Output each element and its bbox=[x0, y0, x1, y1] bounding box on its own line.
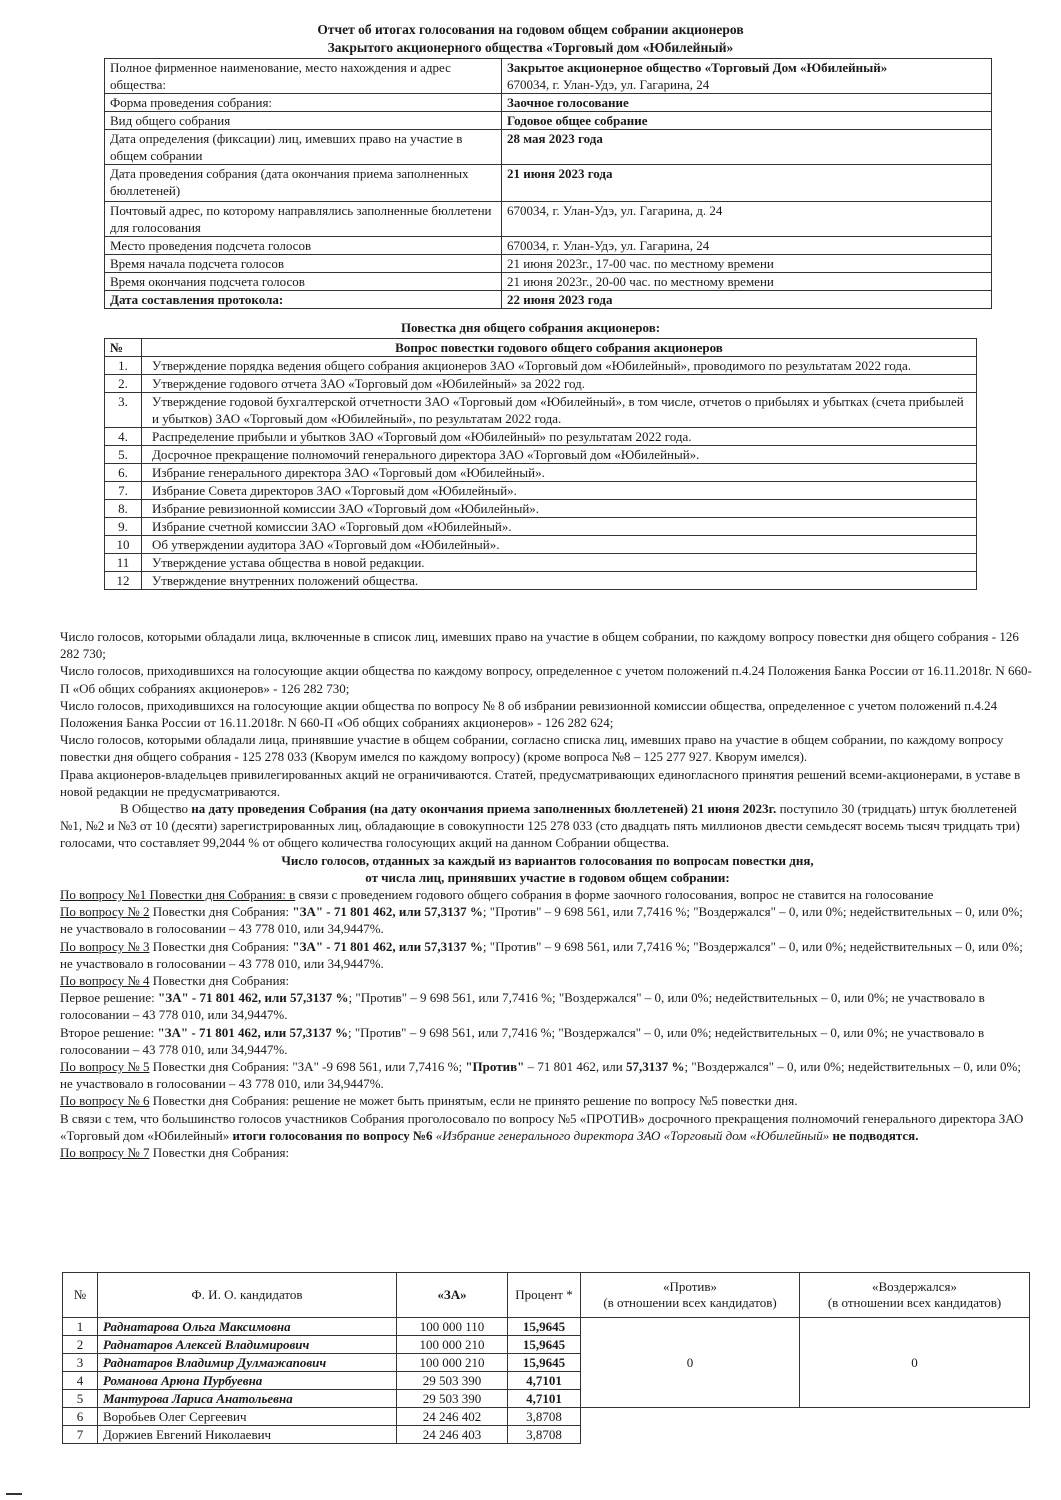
question4b-za: "ЗА" - 71 801 462, или bbox=[157, 1024, 290, 1040]
cand-num: 7 bbox=[63, 1426, 98, 1444]
info-row bbox=[105, 112, 992, 130]
company-title: Закрытого акционерного общества «Торговый дом «Юбилейный» bbox=[327, 40, 734, 55]
info-label: Время окончания подсчета голосов bbox=[105, 273, 502, 291]
agenda-question: Распределение прибыли и убытков ЗАО «Торговый дом «Юбилейный» по результатам 2022 года. bbox=[142, 428, 977, 446]
info-row bbox=[105, 255, 992, 273]
question4-label: По вопросу № 4 bbox=[60, 973, 150, 989]
preferred-shares-paragraph: Права акционеров-владельцев привилегированных акций не ограничиваются. Статей, предусматривающих единогласного принятия решений всеми-акционерами, в уставе в новой редакции не предусматриваются. bbox=[60, 766, 1021, 799]
votes-question8-paragraph: Число голосов, приходившихся на голосующие акции общества по вопросу № 8 об избрании ревизионной комиссии общества, определенное с учетом положений п.4.24 Положения Банка России от 16.11.2018г. N 660-П «Об общих собраниях акционеров» - 126 282 624; bbox=[60, 697, 998, 731]
votes-total-paragraph: Число голосов, которыми обладали лица, включенные в список лиц, имевших право на участие в общем собрании, по каждому вопросу повестки дня общего собрания - 126 282 730; bbox=[60, 629, 1019, 662]
agenda-title: Повестка дня общего собрания акционеров: bbox=[400, 320, 661, 335]
cand-header-against bbox=[581, 1273, 800, 1318]
cand-pct: 3,8708 bbox=[508, 1408, 581, 1426]
agenda-num: 4. bbox=[105, 428, 142, 446]
cand-name: Доржиев Евгений Николаевич bbox=[98, 1426, 397, 1444]
company-address: 670034, г. Улан-Удэ, ул. Гагарина, 24 bbox=[507, 77, 710, 92]
question6-note-end: не подводятся. bbox=[829, 1127, 919, 1143]
agenda-question: Утверждение годового отчета ЗАО «Торговый дом «Юбилейный» за 2022 год. bbox=[142, 375, 977, 393]
candidates-table bbox=[62, 1272, 1030, 1444]
agenda-num: 11 bbox=[105, 554, 142, 572]
question4a-za: "ЗА" - 71 801 462, или bbox=[157, 990, 291, 1006]
agenda-num: 10 bbox=[105, 536, 142, 554]
cand-header-abstain-label: «Воздержался» bbox=[871, 1279, 958, 1294]
info-value: 670034, г. Улан-Удэ, ул. Гагарина, д. 24 bbox=[502, 202, 992, 237]
cand-name: Раднатаров Алексей Владимирович bbox=[98, 1336, 397, 1354]
candidate-row bbox=[63, 1408, 1030, 1426]
question4-first-decision bbox=[60, 989, 1035, 1023]
agenda-row bbox=[105, 518, 977, 536]
question5-result bbox=[60, 1058, 1035, 1092]
cand-num: 6 bbox=[63, 1408, 98, 1426]
question3-rest: ; "Против" – 9 698 561, или 7,7416 %; "Воздержался" – 0, или 0%; недействительных – 0, или 0%; не участвовало в голосовании – 43 778 010, или 34,9447%. bbox=[60, 938, 1023, 971]
info-label: Полное фирменное наименование, место нахождения и адрес общества: bbox=[105, 59, 502, 94]
info-row bbox=[105, 130, 992, 165]
report-body bbox=[60, 628, 1035, 1161]
question5-label: По вопросу № 5 bbox=[60, 1059, 150, 1075]
agenda-question: Избрание генерального директора ЗАО «Торговый дом «Юбилейный». bbox=[142, 464, 977, 482]
meeting-info-table bbox=[104, 58, 992, 309]
info-label: Время начала подсчета голосов bbox=[105, 255, 502, 273]
question3-result bbox=[60, 938, 1035, 972]
cand-name: Воробьев Олег Сергеевич bbox=[98, 1408, 397, 1426]
cand-pct: 15,9645 bbox=[508, 1318, 581, 1336]
question1-text: связи с проведением годового общего собрания в форме заочного голосования, вопрос не ставится на голосование bbox=[295, 887, 934, 903]
agenda-num: 3. bbox=[105, 393, 142, 428]
question2-label: По вопросу № 2 bbox=[60, 904, 150, 920]
question7-label: По вопросу № 7 bbox=[60, 1145, 150, 1161]
question3-za: "ЗА" - 71 801 462, или bbox=[292, 938, 425, 954]
question4b-pct: 57,3137 % bbox=[289, 1024, 349, 1040]
page-mark bbox=[6, 1493, 22, 1495]
question7-result bbox=[60, 1144, 1035, 1161]
question7-text: Повестки дня Собрания: bbox=[149, 1145, 290, 1161]
agenda-header-question: Вопрос повестки годового общего собрания акционеров bbox=[142, 339, 977, 357]
info-row bbox=[105, 291, 992, 309]
agenda-header-num: № bbox=[105, 339, 142, 357]
votes-voting-shares-paragraph: Число голосов, приходившихся на голосующие акции общества по каждому вопросу, определенное с учетом положений п.4.24 Положения Банка России от 16.11.2018г. N 660-П «Об общих собраниях акционеров» - 126 282 730; bbox=[60, 663, 1032, 696]
cand-empty-cell bbox=[581, 1408, 800, 1426]
cand-num: 2 bbox=[63, 1336, 98, 1354]
cand-header-abstain-sub: (в отношении всех кандидатов) bbox=[827, 1295, 1002, 1310]
question4b-rest: ; "Против" – 9 698 561, или 7,7416 %; "Воздержался" – 0, или 0%; недействительных – 0, или 0%; не участвовало в голосовании – 43 778 010, или 34,9447%. bbox=[60, 1024, 985, 1057]
question6-text: Повестки дня Собрания: решение не может быть принятым, если не принято решение по вопросу №5 повестки дня. bbox=[149, 1093, 798, 1109]
agenda-row bbox=[105, 572, 977, 590]
agenda-question: Утверждение порядка ведения общего собрания акционеров ЗАО «Торговый дом «Юбилейный», проводимого по результатам 2022 года. bbox=[142, 357, 977, 375]
question6-result bbox=[60, 1092, 1035, 1109]
cand-num: 4 bbox=[63, 1372, 98, 1390]
agenda-question: Досрочное прекращение полномочий генерального директора ЗАО «Торговый дом «Юбилейный». bbox=[142, 446, 977, 464]
info-value: 21 июня 2023г., 20-00 час. по местному времени bbox=[502, 273, 992, 291]
cand-pct: 4,7101 bbox=[508, 1372, 581, 1390]
question4-result bbox=[60, 972, 1035, 989]
agenda-row bbox=[105, 393, 977, 428]
cand-za: 100 000 210 bbox=[397, 1354, 508, 1372]
ballots-text: В Общество bbox=[120, 801, 192, 817]
agenda-num: 1. bbox=[105, 357, 142, 375]
agenda-row bbox=[105, 375, 977, 393]
agenda-row bbox=[105, 500, 977, 518]
cand-header-num: № bbox=[63, 1273, 98, 1318]
agenda-header-row bbox=[105, 339, 977, 357]
cand-pct: 15,9645 bbox=[508, 1336, 581, 1354]
info-label: Вид общего собрания bbox=[105, 112, 502, 130]
info-value: 28 мая 2023 года bbox=[502, 130, 992, 165]
question6-label: По вопросу № 6 bbox=[60, 1093, 150, 1109]
info-row bbox=[105, 237, 992, 255]
question2-pct: 57,3137 % bbox=[424, 904, 483, 920]
cand-num: 1 bbox=[63, 1318, 98, 1336]
question6-note-bold: итоги голосования по вопросу №6 bbox=[232, 1127, 433, 1143]
agenda-row bbox=[105, 464, 977, 482]
question4b-text: Второе решение: bbox=[60, 1024, 158, 1040]
info-label: Форма проведения собрания: bbox=[105, 94, 502, 112]
candidates-header-row bbox=[63, 1273, 1030, 1318]
info-label: Место проведения подсчета голосов bbox=[105, 237, 502, 255]
info-value: 22 июня 2023 года bbox=[502, 291, 992, 309]
report-title: Отчет об итогах голосования на годовом общем собрании акционеров bbox=[317, 22, 744, 37]
cand-name: Раднатарова Ольга Максимовна bbox=[98, 1318, 397, 1336]
cand-empty-cell bbox=[800, 1426, 1030, 1444]
cand-name: Мантурова Лариса Анатольевна bbox=[98, 1390, 397, 1408]
question4a-text: Первое решение: bbox=[60, 990, 158, 1006]
question1-label: По вопросу №1 Повестки дня Собрания: в bbox=[60, 887, 296, 903]
agenda-row bbox=[105, 536, 977, 554]
cand-header-name: Ф. И. О. кандидатов bbox=[98, 1273, 397, 1318]
cand-num: 5 bbox=[63, 1390, 98, 1408]
agenda-row bbox=[105, 357, 977, 375]
candidate-row bbox=[63, 1426, 1030, 1444]
cand-za: 24 246 403 bbox=[397, 1426, 508, 1444]
question4-text: Повестки дня Собрания: bbox=[149, 973, 290, 989]
votes-title-line2: от числа лиц, принявших участие в годовом общем собрании: bbox=[365, 869, 730, 885]
cand-empty-cell bbox=[581, 1426, 800, 1444]
ballots-paragraph bbox=[60, 800, 1035, 852]
question5-text: Повестки дня Собрания: "ЗА" -9 698 561, или 7,7416 %; bbox=[149, 1059, 466, 1075]
cand-header-against-sub: (в отношении всех кандидатов) bbox=[603, 1295, 777, 1310]
cand-header-za: «ЗА» bbox=[397, 1273, 508, 1318]
candidate-row bbox=[63, 1318, 1030, 1336]
question6-note bbox=[60, 1110, 1035, 1144]
company-name: Закрытое акционерное общество «Торговый Дом «Юбилейный» bbox=[507, 60, 888, 75]
question2-za: "ЗА" - 71 801 462, или bbox=[292, 904, 425, 920]
agenda-num: 9. bbox=[105, 518, 142, 536]
agenda-table bbox=[104, 338, 977, 590]
cand-za: 29 503 390 bbox=[397, 1372, 508, 1390]
cand-pct: 4,7101 bbox=[508, 1390, 581, 1408]
info-row bbox=[105, 202, 992, 237]
agenda-row bbox=[105, 554, 977, 572]
info-value: 21 июня 2023 года bbox=[502, 165, 992, 202]
agenda-question: Утверждение внутренних положений общества. bbox=[142, 572, 977, 590]
info-row bbox=[105, 165, 992, 202]
question5-text2: – 71 801 462, или bbox=[524, 1059, 626, 1075]
agenda-question: Избрание Совета директоров ЗАО «Торговый дом «Юбилейный». bbox=[142, 482, 977, 500]
quorum-paragraph: Число голосов, которыми обладали лица, принявшие участие в общем собрании, согласно списка лиц, имевших право на участие в общем собрании, по каждому вопросу повестки дня общего собрания - 125 278 033 (Кворум имелся по каждому вопросу) (кроме вопроса №8 – 125 277 927. Кворум имелся). bbox=[60, 732, 1004, 765]
agenda-row bbox=[105, 446, 977, 464]
info-label: Дата проведения собрания (дата окончания приема заполненных бюллетеней) bbox=[105, 165, 502, 202]
cand-pct: 3,8708 bbox=[508, 1426, 581, 1444]
cand-abstain-value: 0 bbox=[800, 1318, 1030, 1408]
ballots-date: на дату проведения Собрания (на дату окончания приема заполненных бюллетеней) 21 июня 2023г. bbox=[191, 801, 777, 817]
cand-header-against-label: «Против» bbox=[663, 1279, 717, 1294]
question4a-pct: 57,3137 % bbox=[290, 990, 349, 1006]
cand-name: Романова Арюна Пурбуевна bbox=[98, 1372, 397, 1390]
info-value: Годовое общее собрание bbox=[502, 112, 992, 130]
info-row bbox=[105, 59, 992, 94]
info-label: Дата определения (фиксации) лиц, имевших право на участие в общем собрании bbox=[105, 130, 502, 165]
agenda-row bbox=[105, 482, 977, 500]
question6-note-text: В связи с тем, что большинство голосов участников Собрания проголосовало по вопросу №5 «ПРОТИВ» досрочного прекращения полномочий генерального директора ЗАО «Торговый дом «Юбилейный» bbox=[60, 1110, 1024, 1143]
agenda-num: 7. bbox=[105, 482, 142, 500]
info-value: 670034, г. Улан-Удэ, ул. Гагарина, 24 bbox=[502, 237, 992, 255]
question5-rest: ; "Воздержался" – 0, или 0%; недействительных – 0, или 0%; не участвовало в голосовании – 43 778 010, или 34,9447%. bbox=[60, 1059, 1021, 1092]
info-value: 21 июня 2023г., 17-00 час. по местному времени bbox=[502, 255, 992, 273]
cand-header-pct: Процент * bbox=[508, 1273, 581, 1318]
cand-za: 24 246 402 bbox=[397, 1408, 508, 1426]
agenda-num: 8. bbox=[105, 500, 142, 518]
agenda-question: Избрание счетной комиссии ЗАО «Торговый дом «Юбилейный». bbox=[142, 518, 977, 536]
question4a-rest: ; "Против" – 9 698 561, или 7,7416 %; "Воздержался" – 0, или 0%; недействительных – 0, или 0%; не участвовало в голосовании – 43 778 010, или 34,9447%. bbox=[60, 990, 985, 1023]
agenda-question: Утверждение годовой бухгалтерской отчетности ЗАО «Торговый дом «Юбилейный», в том числе, отчетов о прибылях и убытках (счета прибылей и убытков) ЗАО «Торговый дом «Юбилейный», по результатам 2022 года. bbox=[142, 393, 977, 428]
question6-note-italic: «Избрание генерального директора ЗАО «Торговый дом «Юбилейный» bbox=[432, 1127, 830, 1143]
agenda-num: 2. bbox=[105, 375, 142, 393]
question5-pct: 57,3137 % bbox=[625, 1059, 685, 1075]
question4-second-decision bbox=[60, 1024, 1035, 1058]
question2-text: Повестки дня Собрания: bbox=[149, 904, 293, 920]
cand-against-value: 0 bbox=[581, 1318, 800, 1408]
info-row bbox=[105, 273, 992, 291]
question3-pct: 57,3137 % bbox=[424, 938, 483, 954]
info-value: Заочное голосование bbox=[502, 94, 992, 112]
agenda-num: 6. bbox=[105, 464, 142, 482]
cand-za: 100 000 110 bbox=[397, 1318, 508, 1336]
agenda-question: Избрание ревизионной комиссии ЗАО «Торговый дом «Юбилейный». bbox=[142, 500, 977, 518]
question1-result bbox=[60, 886, 1035, 903]
ballots-text-rest: поступило 30 (тридцать) штук бюллетеней №1, №2 и №3 от 10 (десяти) зарегистрированных лиц, обладающие в совокупности 125 278 033 (сто двадцать пять миллионов двести семьдесят восемь тысяч тридцать три) голосами, что составляет 99,2044 % от общего количества голосующих акций на данном Собрании общества. bbox=[60, 801, 1020, 851]
question2-rest: ; "Против" – 9 698 561, или 7,7416 %; "Воздержался" – 0, или 0%; недействительных – 0, или 0%; не участвовало в голосовании – 43 778 010, или 34,9447%. bbox=[60, 904, 1023, 937]
cand-header-abstain bbox=[800, 1273, 1030, 1318]
cand-num: 3 bbox=[63, 1354, 98, 1372]
info-value bbox=[502, 59, 992, 94]
info-label: Дата составления протокола: bbox=[105, 291, 502, 309]
info-row bbox=[105, 94, 992, 112]
agenda-num: 5. bbox=[105, 446, 142, 464]
agenda-num: 12 bbox=[105, 572, 142, 590]
question5-against: "Против" bbox=[465, 1059, 525, 1075]
votes-title-line1: Число голосов, отданных за каждый из вариантов голосования по вопросам повестки дня, bbox=[281, 852, 814, 868]
cand-za: 100 000 210 bbox=[397, 1336, 508, 1354]
info-label: Почтовый адрес, по которому направлялись заполненные бюллетени для голосования bbox=[105, 202, 502, 237]
cand-pct: 15,9645 bbox=[508, 1354, 581, 1372]
agenda-row bbox=[105, 428, 977, 446]
cand-za: 29 503 390 bbox=[397, 1390, 508, 1408]
cand-name: Раднатаров Владимир Дулмажапович bbox=[98, 1354, 397, 1372]
agenda-question: Утверждение устава общества в новой редакции. bbox=[142, 554, 977, 572]
agenda-question: Об утверждении аудитора ЗАО «Торговый дом «Юбилейный». bbox=[142, 536, 977, 554]
question2-result bbox=[60, 903, 1035, 937]
question3-text: Повестки дня Собрания: bbox=[149, 938, 293, 954]
question3-label: По вопросу № 3 bbox=[60, 938, 150, 954]
cand-empty-cell bbox=[800, 1408, 1030, 1426]
